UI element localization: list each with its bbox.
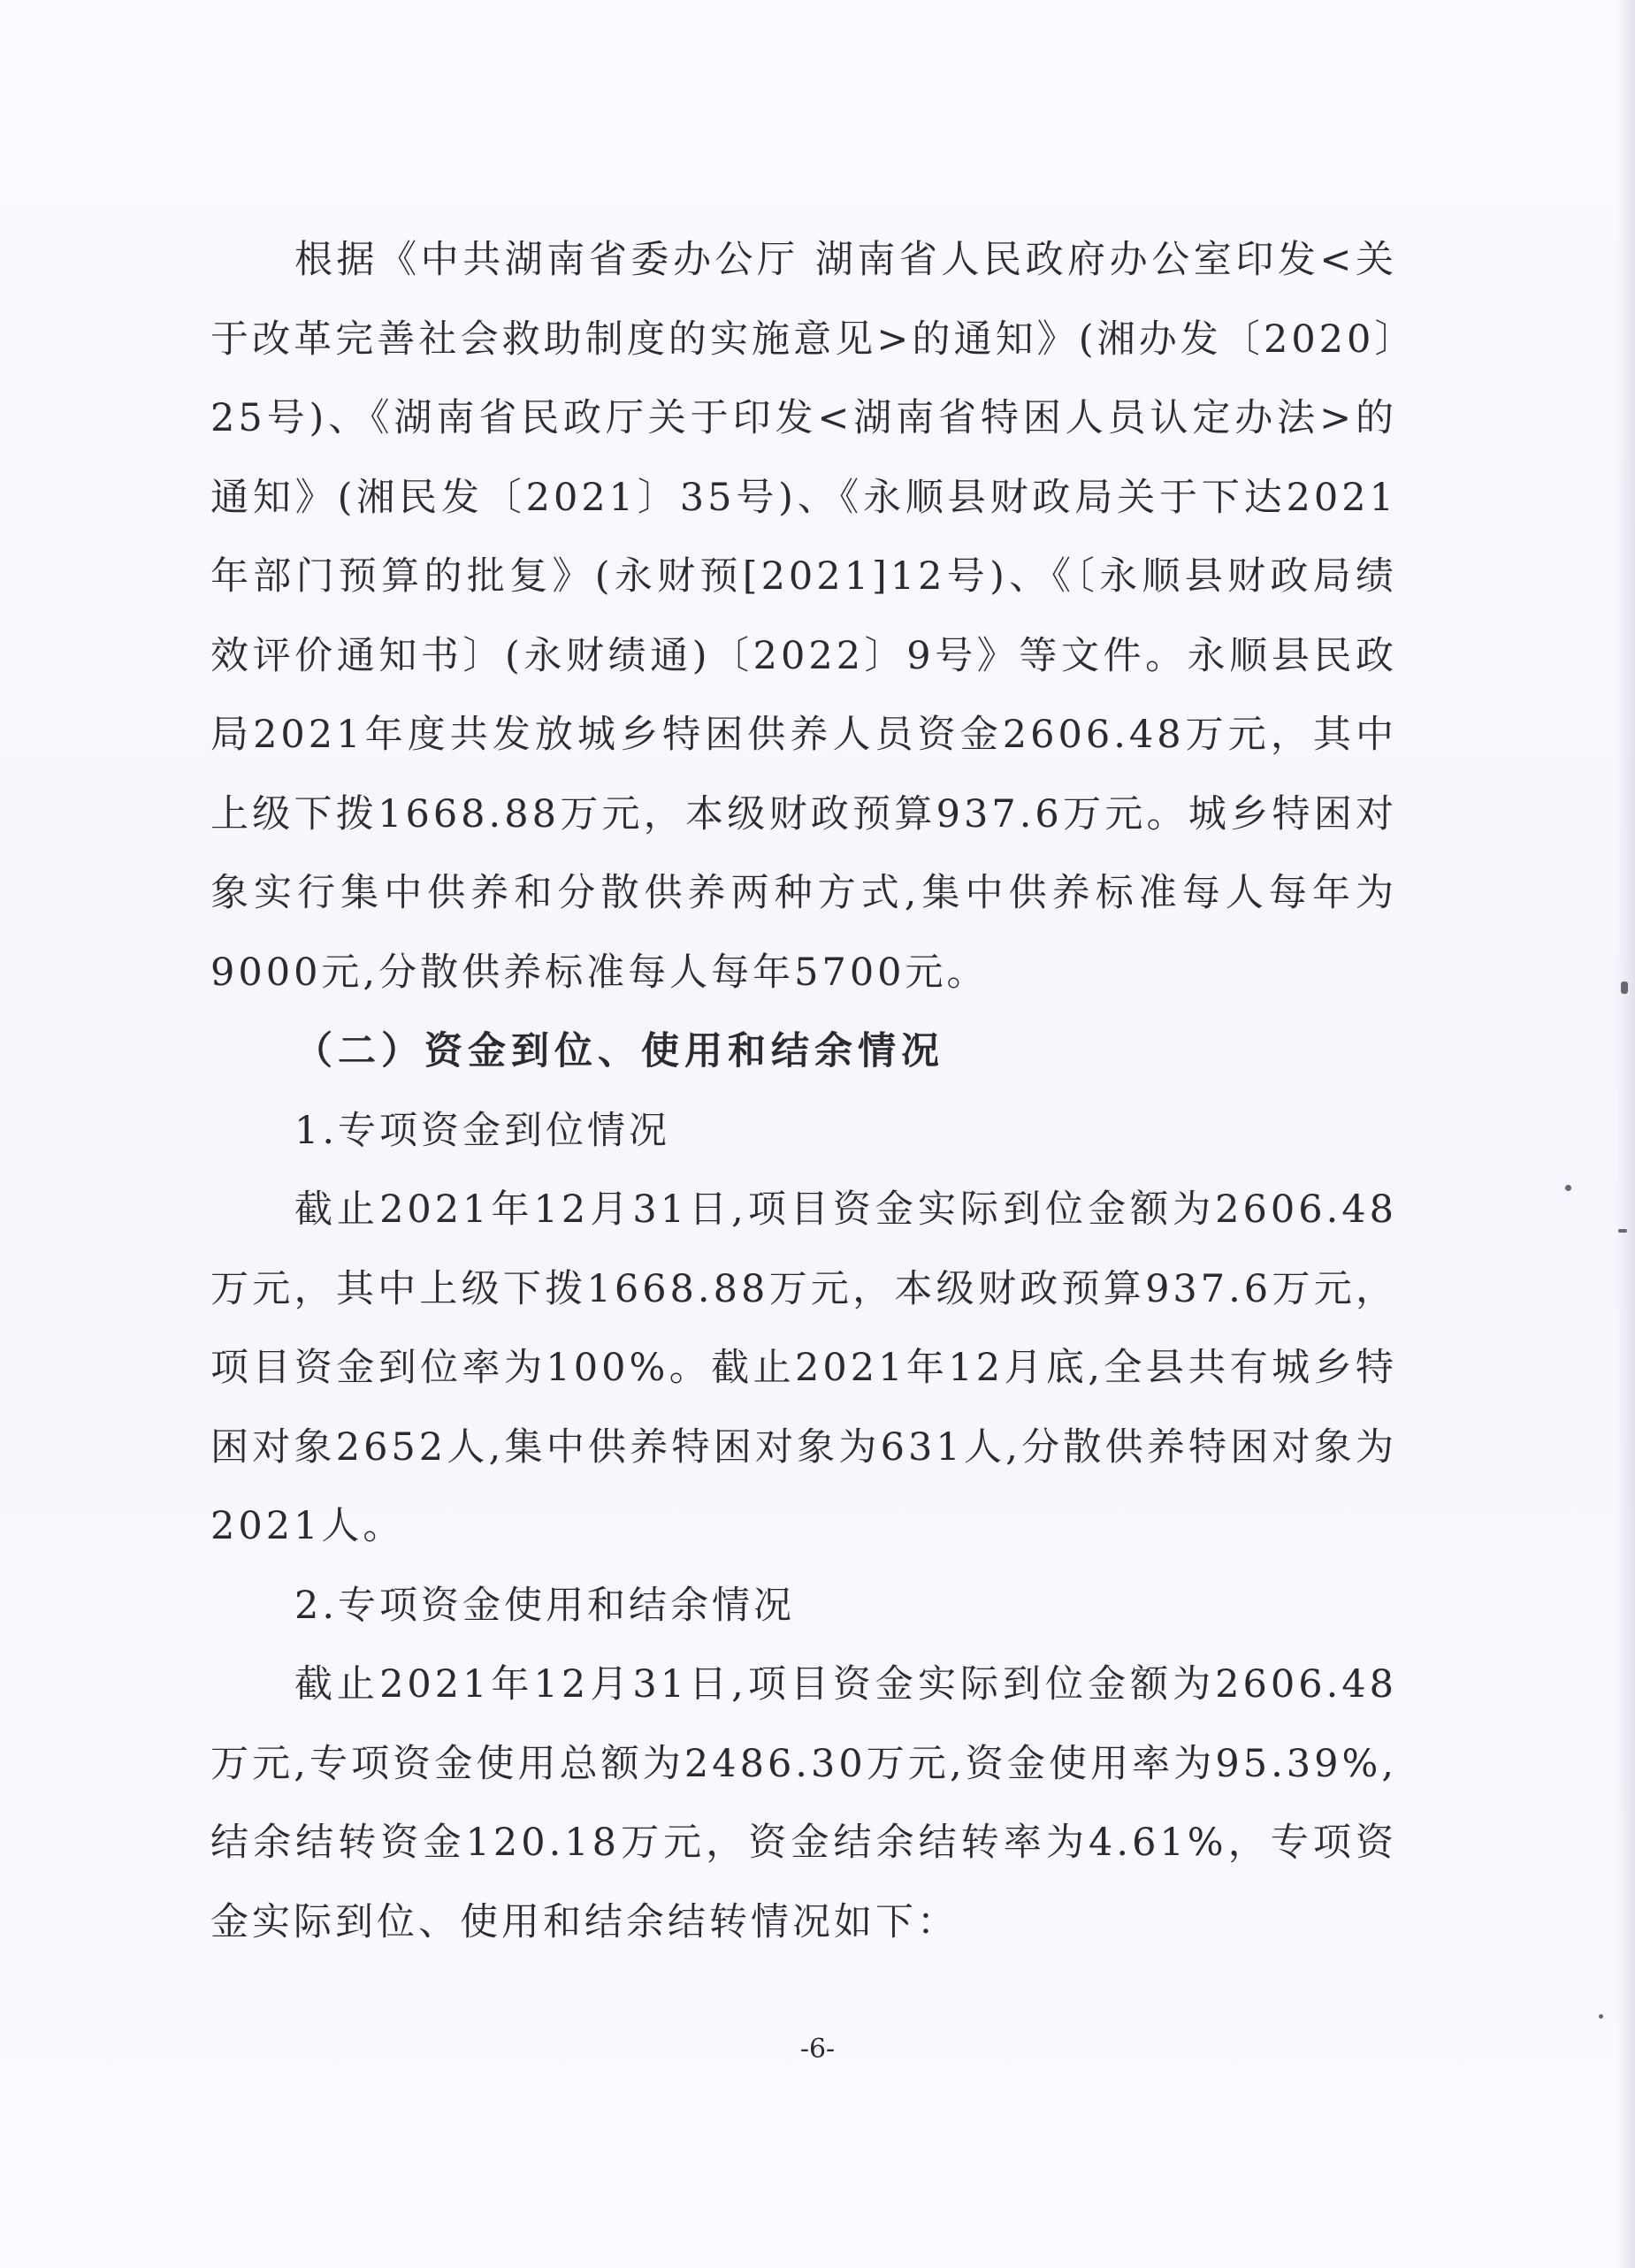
intro-paragraph: 根据《中共湖南省委办公厅 湖南省人民政府办公室印发<关于改革完善社会救助制度的实施意见>的通知》(湘办发〔2020〕25号)、《湖南省民政厅关于印发<湖南省特困人员认定办法>的通知》(湘民发〔2021〕35号)、《永顺县财政局关于下达2021年部门预算的批复》(永财预[2021]12号)、《〔永顺县财政局绩效评价通知书〕(永财绩通)〔2022〕9号》等文件。永顺县民政局2021年度共发放城乡特困供养人员资金2606.48万元，其中上级下拨1668.88万元，本级财政预算937.6万元。城乡特困对象实行集中供养和分散供养两种方式,集中供养标准每人每年为9000元,分散供养标准每人每年5700元。 bbox=[210, 238, 1397, 995]
document-body bbox=[210, 221, 1397, 1962]
scan-speck bbox=[1565, 1185, 1571, 1191]
page-number: -6- bbox=[799, 2034, 836, 2065]
subsection-2-title: 2.专项资金使用和结余情况 bbox=[294, 1583, 796, 1628]
scan-speck bbox=[1599, 2014, 1603, 2019]
section-heading: （二）资金到位、使用和结余情况 bbox=[294, 1029, 944, 1073]
page-edge-shadow bbox=[1616, 0, 1635, 2268]
subsection-1-title: 1.专项资金到位情况 bbox=[294, 1108, 671, 1153]
scan-speck bbox=[1618, 1229, 1627, 1233]
scan-speck bbox=[1621, 981, 1628, 994]
subsection-2-paragraph: 截止2021年12月31日,项目资金实际到位金额为2606.48万元,专项资金使用总额为2486.30万元,资金使用率为95.39%,结余结转资金120.18万元，资金结余结转率为4.61%，专项资金实际到位、使用和结余结转情况如下： bbox=[210, 1662, 1397, 1944]
subsection-1-paragraph: 截止2021年12月31日,项目资金实际到位金额为2606.48万元，其中上级下拨1668.88万元，本级财政预算937.6万元，项目资金到位率为100%。截止2021年12月底,全县共有城乡特困对象2652人,集中供养特困对象为631人,分散供养特困对象为2021人。 bbox=[210, 1187, 1397, 1548]
